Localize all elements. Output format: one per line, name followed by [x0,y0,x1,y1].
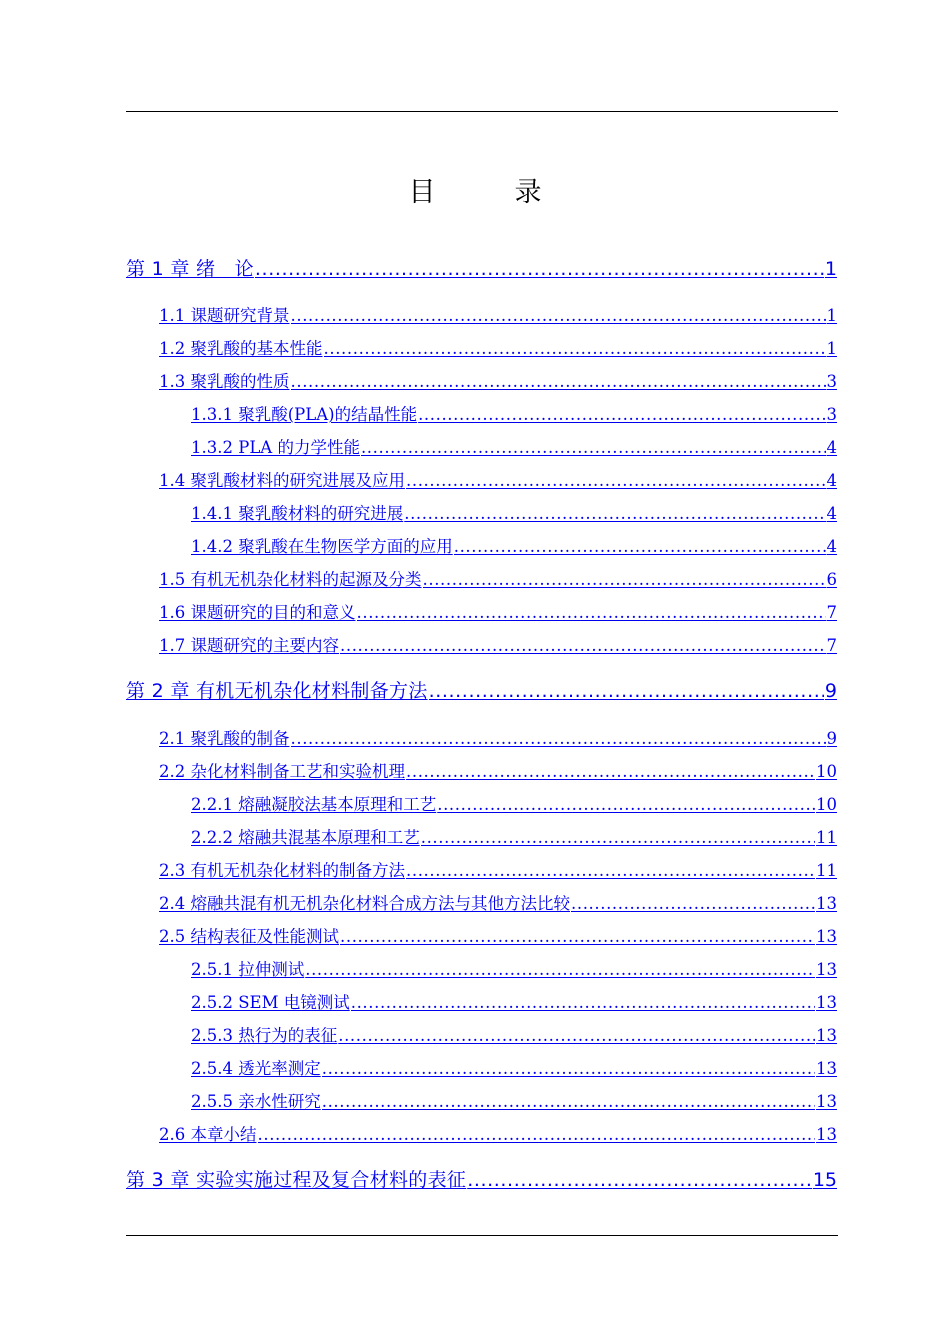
toc-entry-label: 1.2 聚乳酸的基本性能 [159,339,323,358]
toc-entry-label: 2.5.1 拉伸测试 [191,960,305,979]
toc-page-number: 7 [826,603,837,622]
header-rule [126,111,838,112]
toc-leader-dots [361,438,826,457]
toc-entry-label: 2.4 熔融共混有机无机杂化材料合成方法与其他方法比较 [159,894,570,913]
toc-leader-dots [322,1059,815,1078]
toc-leader-dots [291,306,826,325]
toc-leader-dots [423,570,826,589]
toc-page-number: 9 [826,729,837,748]
toc-leader-dots [454,537,826,556]
toc-leader-dots [406,861,815,880]
toc-entry-label: 1.6 课题研究的目的和意义 [159,603,356,622]
toc-page-number: 15 [812,1169,837,1191]
toc-page-number: 10 [816,762,837,781]
toc-page-number: 13 [816,894,837,913]
toc-entry-label: 2.5 结构表征及性能测试 [159,927,339,946]
toc-entry-2-5-5[interactable] [191,1088,837,1112]
toc-leader-dots [322,1092,815,1111]
toc-entry-label: 2.2 杂化材料制备工艺和实验机理 [159,762,405,781]
toc-entry-2-2-2[interactable] [191,824,837,848]
toc-entry-2-5-2[interactable] [191,989,837,1013]
toc-leader-dots [357,603,826,622]
toc-entry-label: 1.3 聚乳酸的性质 [159,372,290,391]
toc-page-number: 1 [826,339,837,358]
toc-entry-chapter-2[interactable] [126,676,837,703]
toc-page-number: 4 [826,438,837,457]
toc-entry-label: 1.1 课题研究背景 [159,306,290,325]
toc-leader-dots [351,993,815,1012]
toc-entry-2-6[interactable] [159,1121,837,1145]
toc-entry-1-2[interactable] [159,335,837,359]
toc-leader-dots [467,1169,812,1191]
toc-entry-2-2-1[interactable] [191,791,837,815]
toc-entry-1-1[interactable] [159,302,837,326]
toc-page-number: 10 [816,795,837,814]
toc-entry-2-5-1[interactable] [191,956,837,980]
toc-leader-dots [291,372,826,391]
toc-page-number: 3 [826,372,837,391]
toc-leader-dots [429,680,824,702]
toc-page-number: 4 [826,504,837,523]
toc-entry-1-4[interactable] [159,467,837,491]
toc-leader-dots [324,339,826,358]
toc-entry-2-3[interactable] [159,857,837,881]
page-title: 目 录 [408,177,568,208]
toc-entry-1-4-1[interactable] [191,500,837,524]
toc-leader-dots [404,504,825,523]
toc-page-number: 13 [816,1059,837,1078]
toc-leader-dots [255,258,824,280]
toc-entry-label: 2.5.4 透光率测定 [191,1059,321,1078]
toc-page-number: 13 [816,993,837,1012]
toc-entry-2-1[interactable] [159,725,837,749]
toc-entry-label: 第 1 章 绪 论 [126,258,254,280]
toc-entry-1-6[interactable] [159,599,837,623]
toc-page-number: 13 [816,1125,837,1144]
toc-leader-dots [437,795,815,814]
toc-leader-dots [305,960,815,979]
toc-entry-label: 1.5 有机无机杂化材料的起源及分类 [159,570,422,589]
toc-leader-dots [406,471,826,490]
toc-entry-label: 1.3.2 PLA 的力学性能 [191,438,360,457]
toc-entry-2-5-4[interactable] [191,1055,837,1079]
toc-entry-2-4[interactable] [159,890,837,914]
toc-leader-dots [421,828,815,847]
toc-entry-label: 1.4.2 聚乳酸在生物医学方面的应用 [191,537,453,556]
toc-entry-1-7[interactable] [159,632,837,656]
footer-rule [126,1235,838,1236]
toc-leader-dots [258,1125,816,1144]
toc-leader-dots [340,636,826,655]
toc-page-number: 13 [816,1092,837,1111]
toc-entry-label: 2.2.2 熔融共混基本原理和工艺 [191,828,420,847]
toc-page-number: 13 [816,927,837,946]
toc-leader-dots [418,405,825,424]
toc-entry-label: 1.3.1 聚乳酸(PLA)的结晶性能 [191,405,418,424]
toc-leader-dots [291,729,826,748]
toc-page-number: 4 [826,471,837,490]
toc-entry-label: 2.5.3 热行为的表征 [191,1026,338,1045]
toc-page-number: 9 [824,680,837,702]
toc-entry-chapter-3[interactable] [126,1165,837,1192]
toc-leader-dots [340,927,815,946]
toc-leader-dots [571,894,815,913]
toc-entry-2-5[interactable] [159,923,837,947]
toc-entry-2-5-3[interactable] [191,1022,837,1046]
toc-page-number: 6 [826,570,837,589]
toc-leader-dots [338,1026,815,1045]
toc-entry-label: 第 3 章 实验实施过程及复合材料的表征 [126,1169,467,1191]
toc-entry-label: 1.4.1 聚乳酸材料的研究进展 [191,504,404,523]
toc-page-number: 1 [824,258,837,280]
toc-entry-chapter-1[interactable] [126,254,837,281]
toc-entry-1-4-2[interactable] [191,533,837,557]
toc-page-number: 3 [826,405,837,424]
toc-entry-label: 2.1 聚乳酸的制备 [159,729,290,748]
toc-entry-label: 2.2.1 熔融凝胶法基本原理和工艺 [191,795,437,814]
toc-entry-label: 2.5.2 SEM 电镜测试 [191,993,350,1012]
toc-page-number: 13 [816,960,837,979]
toc-entry-label: 1.7 课题研究的主要内容 [159,636,339,655]
toc-page-number: 13 [816,1026,837,1045]
toc-page-number: 4 [826,537,837,556]
toc-entry-label: 1.4 聚乳酸材料的研究进展及应用 [159,471,405,490]
toc-entry-1-3-2[interactable] [191,434,837,458]
toc-entry-label: 2.3 有机无机杂化材料的制备方法 [159,861,405,880]
toc-entry-1-5[interactable] [159,566,837,590]
toc-entry-label: 第 2 章 有机无机杂化材料制备方法 [126,680,428,702]
toc-leader-dots [406,762,815,781]
toc-page-number: 1 [826,306,837,325]
toc-page-number: 11 [816,861,837,880]
toc-entry-2-2[interactable] [159,758,837,782]
toc-page-number: 11 [816,828,837,847]
toc-entry-label: 2.5.5 亲水性研究 [191,1092,321,1111]
toc-page-number: 7 [826,636,837,655]
toc-entry-1-3[interactable] [159,368,837,392]
toc-entry-label: 2.6 本章小结 [159,1125,257,1144]
toc-entry-1-3-1[interactable] [191,401,837,425]
